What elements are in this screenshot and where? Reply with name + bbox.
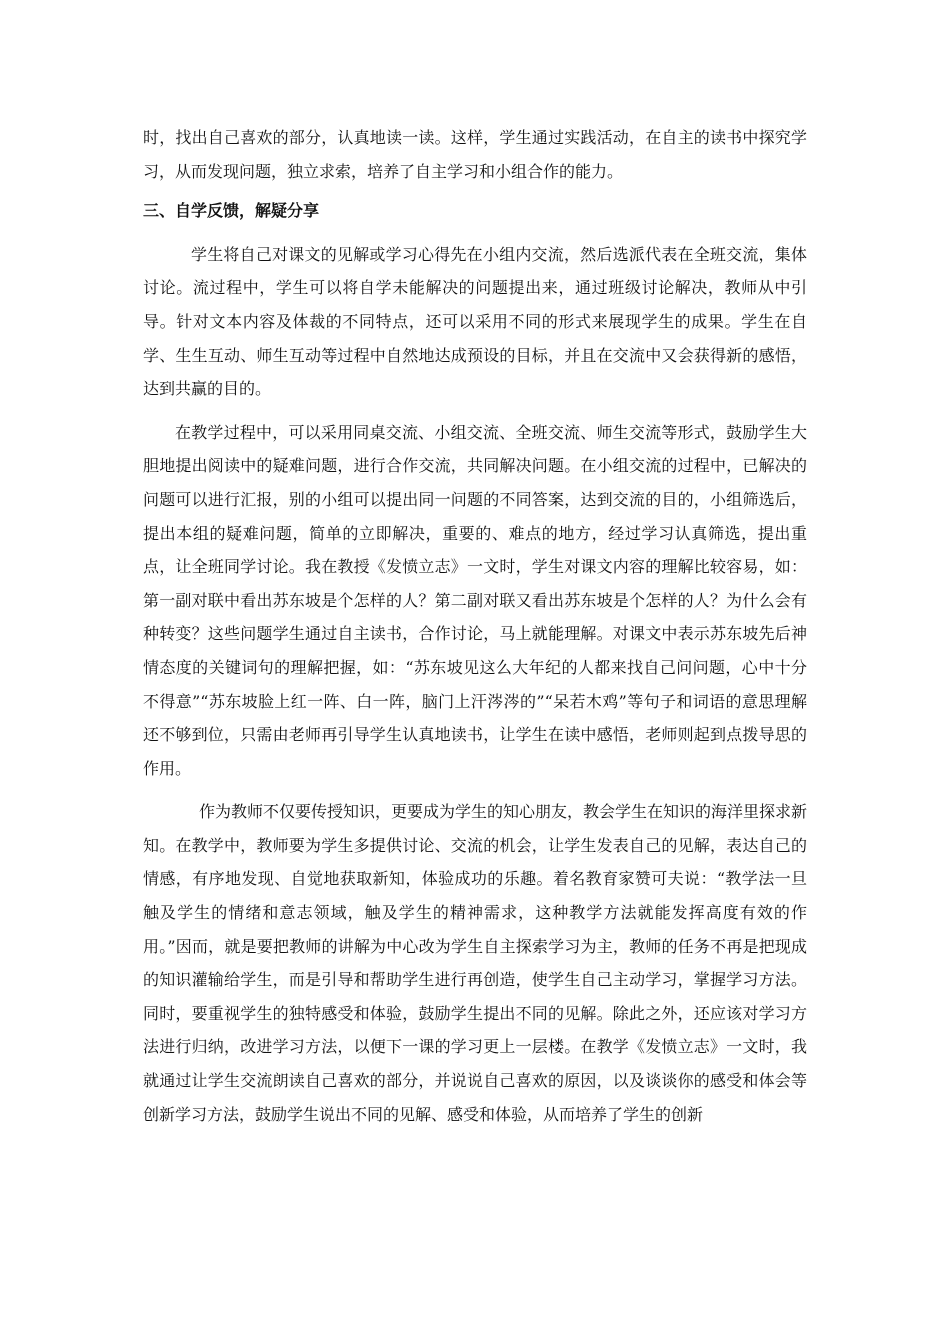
document-body [143, 121, 807, 1131]
paragraph-teaching-process: 在教学过程中，可以采用同桌交流、小组交流、全班交流、师生交流等形式，鼓励学生大胆地提出阅读中的疑难问题，进行合作交流，共同解决问题。在小组交流的过程中，已解决的问题可以进行汇报，别的小组可以提出同一问题的不同答案，达到交流的目的，小组筛选后，提出本组的疑难问题，简单的立即解决，重要的、难点的地方，经过学习认真筛选，提出重点，让全班同学讨论。我在教授《发愤立志》一文时，学生对课文内容的理解比较容易，如：第一副对联中看出苏东坡是个怎样的人？第二副对联又看出苏东坡是个怎样的人？为什么会有种转变？这些问题学生通过自主读书，合作讨论，马上就能理解。对课文中表示苏东坡先后神情态度的关键词句的理解把握，如：“苏东坡见这么大年纪的人都来找自己问问题，心中十分不得意”“苏东坡脸上红一阵、白一阵，脑门上汗涔涔的”“呆若木鸡”等句子和词语的意思理解还不够到位，只需由老师再引导学生认真地读书，让学生在读中感悟，老师则起到点拨导思的作用。 [143, 422, 807, 778]
paragraph-teacher-role: 作为教师不仅要传授知识，更要成为学生的知心朋友，教会学生在知识的海洋里探求新知。在教学中，教师要为学生多提供讨论、交流的机会，让学生发表自己的见解，表达自己的情感，有序地发现、自觉地获取新知，体验成功的乐趣。着名教育家赞可夫说：“教学法一旦触及学生的情绪和意志领域，触及学生的精神需求，这种教学方法就能发挥高度有效的作用。”因而，就是要把教师的讲解为中心改为学生自主探索学习为主，教师的任务不再是把现成的知识灌输给学生，而是引导和帮助学生进行再创造，使学生自己主动学习，掌握学习方法。同时，要重视学生的独特感受和体验，鼓励学生提出不同的见解。除此之外，还应该对学习方法进行归纳，改进学习方法，以便下一课的学习更上一层楼。在教学《发愤立志》一文时，我就通过让学生交流朗读自己喜欢的部分，并说说自己喜欢的原因，以及谈谈你的感受和体会等创新学习方法，鼓励学生说出不同的见解、感受和体验，从而培养了学生的创新 [143, 802, 808, 1124]
paragraph-continued: 时，找出自己喜欢的部分，认真地读一读。这样，学生通过实践活动，在自主的读书中探究学习，从而发现问题，独立求索，培养了自主学习和小组合作的能力。 [143, 128, 807, 181]
section-heading: 三、自学反馈，解疑分享 [143, 201, 320, 221]
paragraph-self-study-feedback: 学生将自己对课文的见解或学习心得先在小组内交流，然后选派代表在全班交流，集体讨论。流过程中，学生可以将自学未能解决的问题提出来，通过班级讨论解决，教师从中引导。针对文本内容及体裁的不同特点，还可以采用不同的形式来展现学生的成果。学生在自学、生生互动、师生互动等过程中自然地达成预设的目标，并且在交流中又会获得新的感悟，达到共赢的目的。 [143, 244, 807, 399]
